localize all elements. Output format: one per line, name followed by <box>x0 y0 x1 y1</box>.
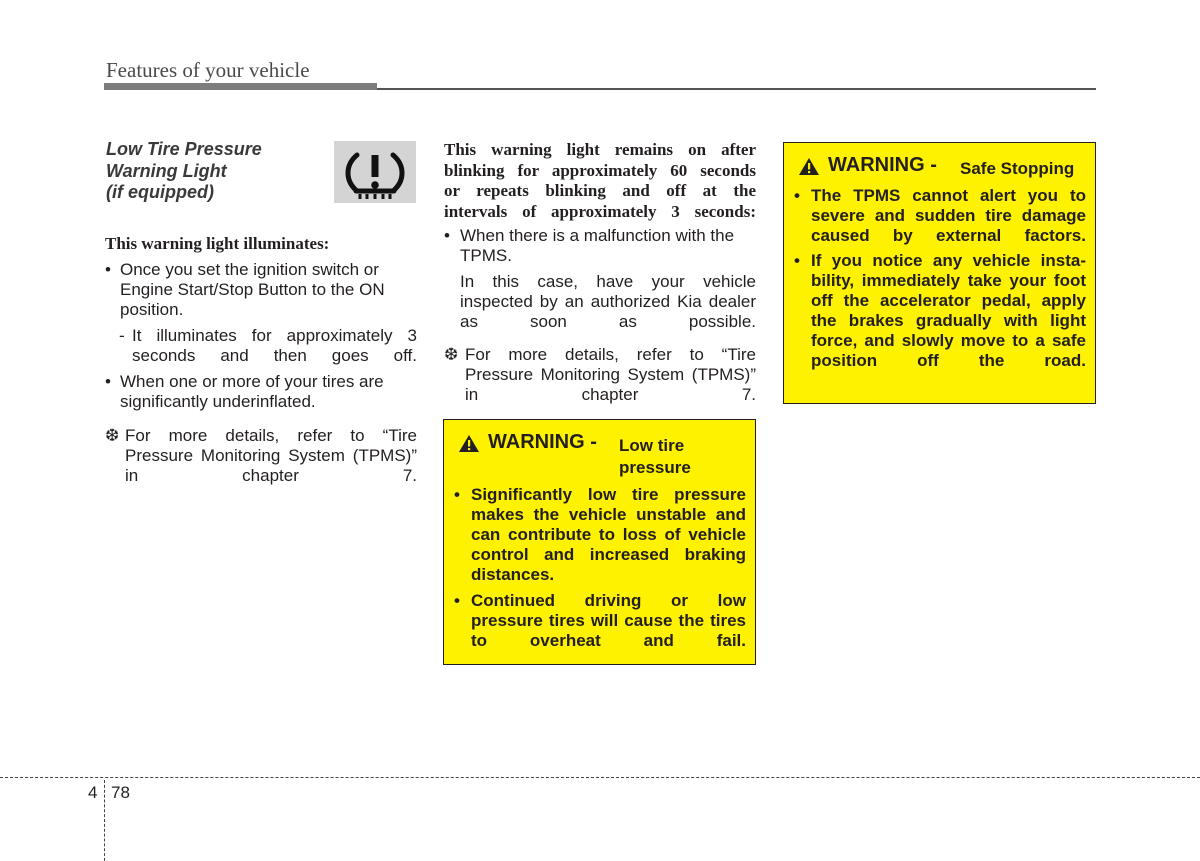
header-rule-thick <box>104 83 377 90</box>
warning-bullet-text: Significantly low tire pressure makes the vehicle unstable and can contribute to loss of vehicle control and increased braking distances. <box>471 485 746 584</box>
section-title-line: (if equipped) <box>106 182 214 202</box>
footer-rule <box>0 777 1200 778</box>
col1-bullet <box>105 260 417 322</box>
col2-note-text: For more details, refer to “Tire Pressure Monitoring System (TPMS)” in chapter 7. <box>465 345 756 404</box>
bullet-mark: • <box>105 260 111 279</box>
section-title-line: Warning Light <box>106 160 227 181</box>
header-rule-thin <box>377 88 1096 90</box>
dash-mark: - <box>119 326 125 345</box>
note-mark: ❆ <box>444 345 459 364</box>
col1-note-text: For more details, refer to “Tire Pressure Monitoring System (TPMS)” in chapter 7. <box>125 426 417 485</box>
bullet-mark: • <box>454 485 460 504</box>
warning-bullet <box>454 485 746 585</box>
col1-bullet-text: When one or more of your tires are significantly underinflated. <box>120 372 384 411</box>
warning-box-safe-stopping <box>783 142 1096 404</box>
col1-note <box>105 426 417 488</box>
section-title-line: Low Tire Pressure <box>106 139 262 159</box>
chapter-number: 4 <box>88 783 98 802</box>
col2-lead-line: This warning light remains on after <box>444 140 756 159</box>
col1-bullet <box>105 372 417 414</box>
section-title <box>106 139 326 204</box>
col2-lead-line: intervals of approximately 3 seconds: <box>444 201 756 221</box>
warning-bullet <box>794 186 1086 248</box>
warning-bullet-text: If you notice any vehicle insta-bility, immediately take your foot off the accelerator pedal, apply the brakes gradually with light force, and slowly move to a safe position off the road. <box>811 251 1086 370</box>
bullet-mark: • <box>105 372 111 391</box>
warning-subtitle: Low tire <box>619 436 685 455</box>
bullet-mark: • <box>794 186 800 205</box>
col2-bullet-continuation: In this case, have your vehicle inspected by an authorized Kia dealer as soon as possible. <box>460 272 756 331</box>
col2-bullet <box>444 226 756 268</box>
warning-word: WARNING - <box>828 154 937 176</box>
tpms-warning-light-icon <box>334 141 416 203</box>
warning-bullet-text: Continued driving or low pressure tires will cause the tires to overheat and fail. <box>471 591 746 650</box>
col1-sub-text: It illuminates for approximately 3 seconds and then goes off. <box>132 326 417 365</box>
warning-subtitle: Safe Stopping <box>960 159 1075 178</box>
col2-lead-line: blinking for approximately 60 seconds <box>444 160 756 180</box>
col1-lead: This warning light illuminates: <box>105 234 330 253</box>
warning-bullet <box>454 591 746 653</box>
footer-divider <box>104 780 105 861</box>
col2-lead-line: or repeats blinking and off at the <box>444 181 756 200</box>
warning-triangle-icon <box>798 157 820 176</box>
warning-bullet-text: The TPMS cannot alert you to severe and sudden tire damage caused by external factors. <box>811 186 1086 245</box>
bullet-mark: • <box>454 591 460 610</box>
bullet-mark: • <box>794 251 800 270</box>
warning-word: WARNING - <box>488 431 597 453</box>
warning-triangle-icon <box>458 434 480 453</box>
page-number: 78 <box>111 783 130 802</box>
bullet-mark: • <box>444 226 450 245</box>
page-header-title: Features of your vehicle <box>106 58 310 82</box>
col1-sub-item <box>119 326 417 368</box>
warning-box-low-tire-pressure <box>443 419 756 665</box>
warning-subtitle: pressure <box>619 458 691 477</box>
col1-bullet-text: Once you set the ignition switch or Engine Start/Stop Button to the ON position. <box>120 260 385 319</box>
warning-bullet <box>794 251 1086 393</box>
col2-bullet-text: When there is a malfunction with the TPMS. <box>460 226 735 265</box>
note-mark: ❆ <box>105 426 120 445</box>
col2-note <box>444 345 756 407</box>
col2-lead <box>444 140 756 222</box>
